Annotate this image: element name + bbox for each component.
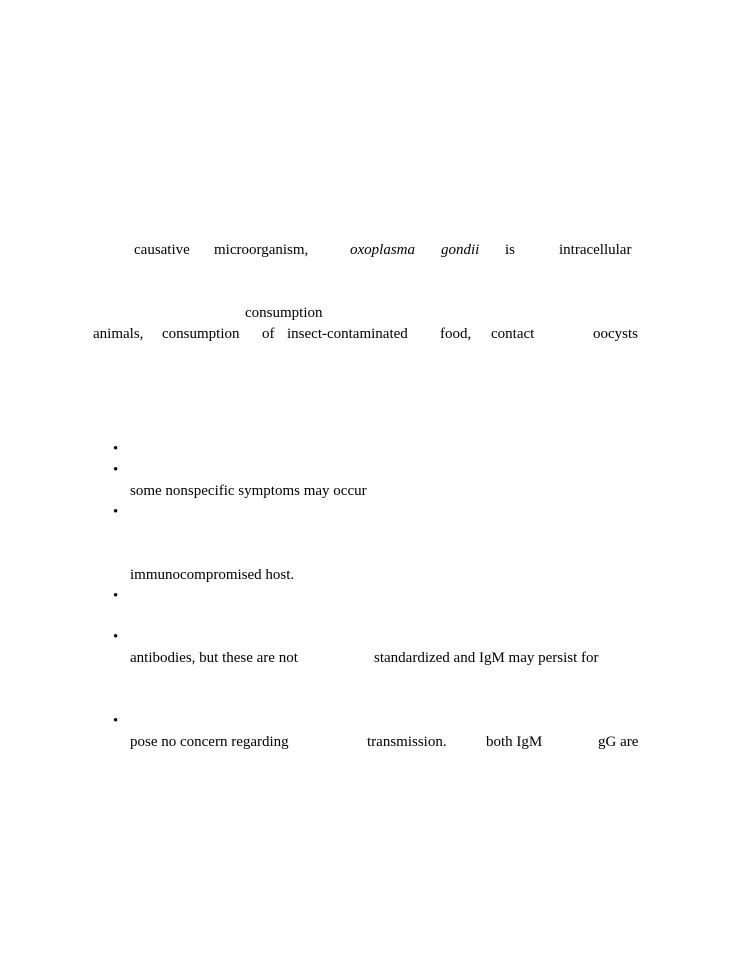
text-fragment: is: [505, 242, 516, 258]
text-fragment: food,: [440, 326, 472, 342]
text-fragment: of: [262, 326, 275, 342]
text-fragment: consumption: [162, 326, 240, 342]
organism-name-genus: oxoplasma: [350, 242, 415, 258]
text-fragment: oocysts: [593, 326, 638, 342]
list-item-text: both IgM: [486, 734, 543, 750]
text-fragment: insect-contaminated: [287, 326, 408, 342]
text-fragment: intracellular: [559, 242, 632, 258]
text-fragment: consumption: [245, 305, 323, 321]
organism-name-species: gondii: [441, 242, 480, 258]
text-fragment: causative: [134, 242, 190, 258]
list-item-text: immunocompromised host.: [130, 567, 295, 583]
bullet-icon: •: [113, 441, 119, 457]
list-item-text: transmission.: [367, 734, 447, 750]
text-fragment: contact: [491, 326, 535, 342]
bullet-icon: •: [113, 462, 119, 478]
list-item-text: gG are: [598, 734, 639, 750]
bullet-icon: •: [113, 629, 119, 645]
bullet-icon: •: [113, 713, 119, 729]
list-item-text: standardized and IgM may persist for: [374, 650, 599, 666]
bullet-icon: •: [113, 504, 119, 520]
list-item-text: pose no concern regarding: [130, 734, 289, 750]
text-fragment: animals,: [93, 326, 144, 342]
list-item-text: some nonspecific symptoms may occur: [130, 483, 367, 499]
bullet-icon: •: [113, 588, 119, 604]
text-fragment: microorganism,: [214, 242, 309, 258]
list-item-text: antibodies, but these are not: [130, 650, 298, 666]
